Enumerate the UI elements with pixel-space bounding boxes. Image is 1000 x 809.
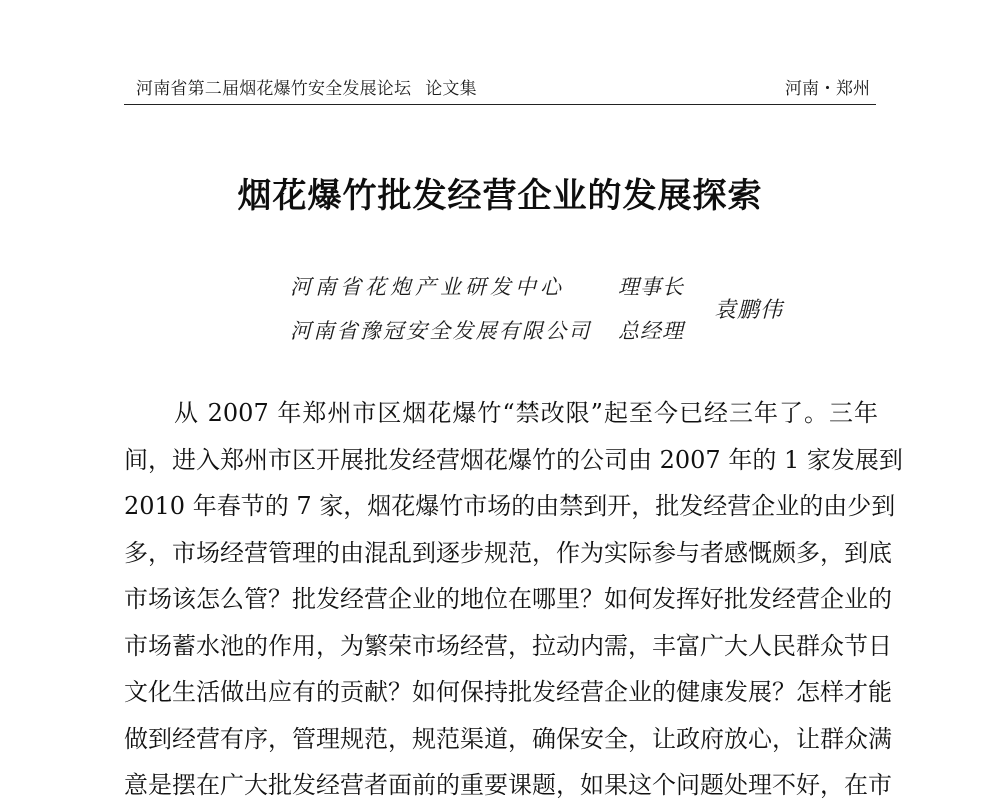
body-line: 多，市场经营管理的由混乱到逐步规范，作为实际参与者感慨颇多，到底	[124, 538, 892, 567]
running-header	[124, 74, 874, 102]
body-line: 市场该怎么管？批发经营企业的地位在哪里？如何发挥好批发经营企业的	[124, 585, 892, 613]
body-line: 文化生活做出应有的贡献？如何保持批发经营企业的健康发展？怎样才能	[124, 678, 892, 706]
article-title: 烟花爆竹批发经营企业的发展探索	[237, 176, 763, 216]
header-publication	[136, 74, 477, 99]
author-name: 袁鹏伟	[714, 298, 784, 323]
affiliation-org-1: 河南省花炮产业研发中心	[290, 275, 565, 299]
header-rule	[124, 104, 876, 105]
body-line: 市场蓄水池的作用，为繁荣市场经营，拉动内需，丰富广大人民群众节日	[124, 631, 892, 660]
body-line: 意是摆在广大批发经营者面前的重要课题，如果这个问题处理不好，在市	[124, 771, 892, 799]
header-forum-title: 河南省第二届烟花爆竹安全发展论坛	[136, 79, 412, 99]
body-line: 间，进入郑州市区开展批发经营烟花爆竹的公司由 2007 年的 1 家发展到	[124, 445, 903, 474]
affiliation-role-1: 理事长	[618, 275, 684, 299]
body-line: 从 2007 年郑州市区烟花爆竹“禁改限”起至今已经三年了。三年	[124, 399, 878, 427]
body-line: 做到经营有序，管理规范，规范渠道，确保安全，让政府放心，让群众满	[124, 724, 892, 753]
header-collection-label: 论文集	[425, 79, 477, 99]
affiliation-org-2: 河南省豫冠安全发展有限公司	[290, 319, 592, 343]
affiliation-role-2: 总经理	[618, 319, 684, 343]
body-line: 2010 年春节的 7 家，烟花爆竹市场的由禁到开，批发经营企业的由少到	[124, 492, 896, 520]
header-location: 河南・郑州	[785, 79, 870, 99]
body-paragraph	[124, 390, 903, 799]
